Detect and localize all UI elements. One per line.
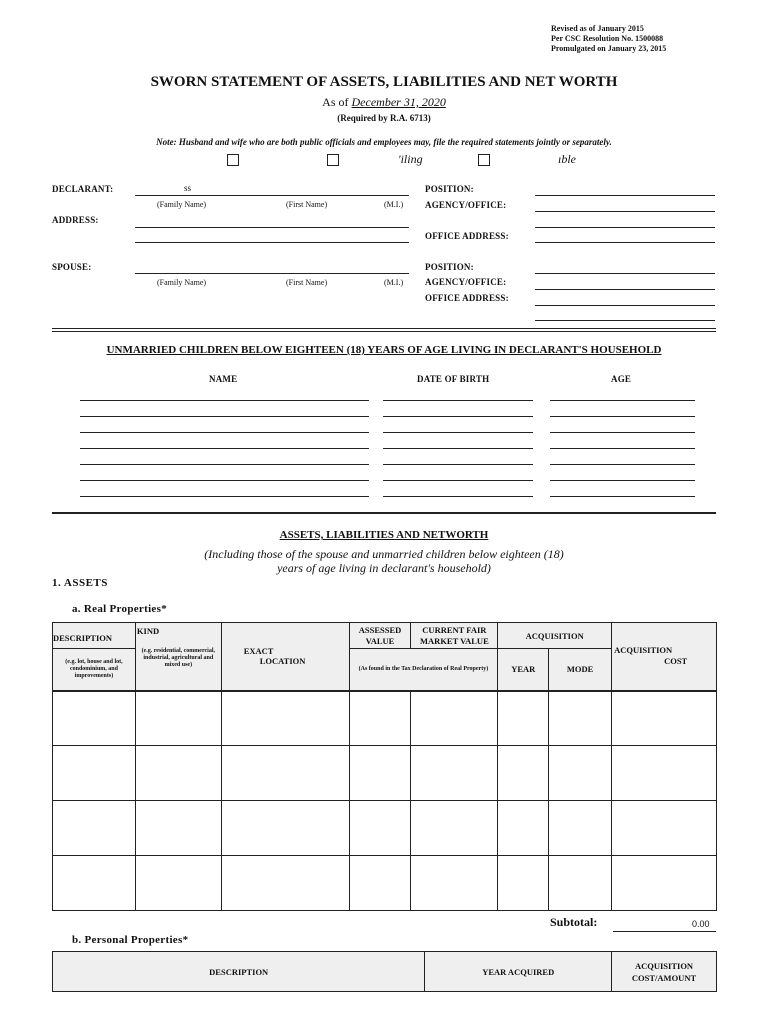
cell-year[interactable] <box>498 856 549 911</box>
assets-heading: ASSETS, LIABILITIES AND NETWORTH <box>279 529 489 541</box>
filing-fragment: 'iling <box>398 152 423 166</box>
child-name-line[interactable] <box>80 448 369 449</box>
declarant-address-label: ADDRESS: <box>52 215 99 225</box>
subtotal-underline <box>613 931 716 932</box>
col-fair-label-1: CURRENT FAIR <box>422 624 487 635</box>
spouse-agency-field[interactable] <box>535 289 715 290</box>
child-name-line[interactable] <box>80 416 369 417</box>
cell-mode[interactable] <box>549 801 612 856</box>
child-name-line[interactable] <box>80 432 369 433</box>
col-description-note: (e.g. lot, house and lot, condominium, and improvements) <box>53 649 136 691</box>
filing-note: Note: Husband and wife who are both public officials and employees may, file the required statements jointly or separately. <box>156 137 612 147</box>
child-dob-line[interactable] <box>383 448 533 449</box>
assets-subheading-2: years of age living in declarant's household) <box>277 561 491 575</box>
cell-acq-cost[interactable] <box>612 856 717 911</box>
cell-location[interactable] <box>221 746 349 801</box>
spouse-label: SPOUSE: <box>52 262 92 272</box>
col-kind-header <box>135 623 221 691</box>
cell-mode[interactable] <box>549 856 612 911</box>
spouse-agency-label: AGENCY/OFFICE: <box>425 277 507 287</box>
spouse-family-name-caption: (Family Name) <box>157 278 207 287</box>
subtotal-label: Subtotal: <box>550 915 598 929</box>
cell-kind[interactable] <box>135 691 221 746</box>
revision-line-3: Promulgated on January 23, 2015 <box>551 44 667 53</box>
personal-properties-title: b. Personal Properties* <box>72 934 189 946</box>
cell-acq-cost[interactable] <box>612 801 717 856</box>
spouse-first-name-caption: (First Name) <box>286 278 328 287</box>
col-description-header <box>53 623 136 649</box>
separate-filing-checkbox[interactable] <box>327 154 339 166</box>
assets-section-title: 1. ASSETS <box>52 577 108 589</box>
col-location-label-2: LOCATION <box>259 656 306 667</box>
child-name-line[interactable] <box>80 480 369 481</box>
declarant-first-name-caption: (First Name) <box>286 200 328 209</box>
table-row <box>53 746 717 801</box>
child-age-line[interactable] <box>550 448 695 449</box>
declarant-mi-caption: (M.I.) <box>384 200 404 209</box>
child-age-line[interactable] <box>550 464 695 465</box>
col-kind-label: KIND <box>136 626 160 636</box>
children-heading: UNMARRIED CHILDREN BELOW EIGHTEEN (18) YEARS OF AGE LIVING IN DECLARANT'S HOUSEHOLD <box>106 344 662 356</box>
child-age-line[interactable] <box>550 480 695 481</box>
declarant-position-field[interactable] <box>535 195 715 196</box>
cell-mode[interactable] <box>549 691 612 746</box>
subtotal-value: 0.00 <box>692 919 710 929</box>
col-fair-value-header <box>411 623 498 649</box>
child-dob-line[interactable] <box>383 496 533 497</box>
table-row <box>53 856 717 911</box>
personal-col-description: DESCRIPTION <box>53 952 425 992</box>
joint-filing-checkbox[interactable] <box>227 154 239 166</box>
cell-assessed[interactable] <box>349 801 411 856</box>
cell-description[interactable] <box>53 746 136 801</box>
children-section-end <box>52 512 716 514</box>
declarant-agency-label: AGENCY/OFFICE: <box>425 200 507 210</box>
col-tax-declaration-note: (As found in the Tax Declaration of Real Property) <box>349 649 498 691</box>
table-row <box>53 801 717 856</box>
as-of-date[interactable]: December 31, 2020 <box>351 95 446 109</box>
child-age-line[interactable] <box>550 416 695 417</box>
child-age-line[interactable] <box>550 400 695 401</box>
declarant-value[interactable]: ss <box>184 183 192 193</box>
col-assessed-header <box>349 623 411 649</box>
real-properties-table <box>52 622 717 911</box>
children-col-name: NAME <box>209 374 238 384</box>
cell-kind[interactable] <box>135 746 221 801</box>
declarant-office-address-line-2[interactable] <box>535 242 715 243</box>
table-row <box>53 691 717 746</box>
declarant-address-line-1[interactable] <box>135 227 409 228</box>
required-note: (Required by R.A. 6713) <box>337 113 431 123</box>
col-acq-cost-label-2: COST <box>664 656 688 667</box>
cell-assessed[interactable] <box>349 856 411 911</box>
as-of-line <box>0 95 768 110</box>
col-assessed-label-2: VALUE <box>365 635 395 646</box>
cell-description[interactable] <box>53 801 136 856</box>
child-name-line[interactable] <box>80 400 369 401</box>
personal-col-acq-label-1: ACQUISITION <box>634 960 694 971</box>
declarant-name-line[interactable] <box>135 195 409 196</box>
child-dob-line[interactable] <box>383 416 533 417</box>
col-location-label-1: EXACT <box>243 646 274 657</box>
applicable-fragment: ıble <box>558 152 576 166</box>
col-acq-cost-header <box>612 623 717 691</box>
revision-line-2: Per CSC Resolution No. 1500088 <box>551 34 664 43</box>
personal-col-year: YEAR ACQUIRED <box>425 952 612 992</box>
cell-location[interactable] <box>221 691 349 746</box>
declarant-label: DECLARANT: <box>52 184 114 194</box>
as-of-label: As of <box>322 95 349 109</box>
personal-properties-table <box>52 951 717 992</box>
cell-year[interactable] <box>498 691 549 746</box>
declarant-office-address-line-1[interactable] <box>535 227 715 228</box>
child-dob-line[interactable] <box>383 432 533 433</box>
cell-acq-cost[interactable] <box>612 691 717 746</box>
col-fair-label-2: MARKET VALUE <box>420 635 489 646</box>
child-age-line[interactable] <box>550 432 695 433</box>
col-year-header: YEAR <box>498 649 549 691</box>
section-divider-top <box>52 328 716 329</box>
child-name-line[interactable] <box>80 496 369 497</box>
child-age-line[interactable] <box>550 496 695 497</box>
col-assessed-label-1: ASSESSED <box>358 624 402 635</box>
declarant-agency-field[interactable] <box>535 211 715 212</box>
cell-acq-cost[interactable] <box>612 746 717 801</box>
cell-location[interactable] <box>221 801 349 856</box>
cell-location[interactable] <box>221 856 349 911</box>
col-kind-note: (e.g. residential, commercial, industrial, agricultural and mixed use) <box>141 648 216 668</box>
section-divider-bottom <box>52 331 716 332</box>
spouse-position-field[interactable] <box>535 273 715 274</box>
cell-year[interactable] <box>498 746 549 801</box>
col-acq-cost-label-1: ACQUISITION <box>614 645 673 656</box>
col-description-label: DESCRIPTION <box>53 633 113 643</box>
spouse-position-label: POSITION: <box>425 262 474 272</box>
spouse-mi-caption: (M.I.) <box>384 278 404 287</box>
cell-kind[interactable] <box>135 801 221 856</box>
cell-fair-value[interactable] <box>411 746 498 801</box>
declarant-position-label: POSITION: <box>425 184 474 194</box>
child-dob-line[interactable] <box>383 400 533 401</box>
children-col-dob: DATE OF BIRTH <box>417 374 490 384</box>
revision-line-1: Revised as of January 2015 <box>551 24 644 33</box>
cell-assessed[interactable] <box>349 691 411 746</box>
not-applicable-checkbox[interactable] <box>478 154 490 166</box>
personal-col-acq-label-2: COST/AMOUNT <box>631 972 697 983</box>
child-dob-line[interactable] <box>383 464 533 465</box>
personal-col-acq-cost <box>612 952 717 992</box>
cell-mode[interactable] <box>549 746 612 801</box>
declarant-address-line-2[interactable] <box>135 242 409 243</box>
col-mode-header: MODE <box>549 649 612 691</box>
spouse-name-line[interactable] <box>135 273 409 274</box>
cell-year[interactable] <box>498 801 549 856</box>
assets-subheading-1: (Including those of the spouse and unmarried children below eighteen (18) <box>204 547 564 561</box>
cell-description[interactable] <box>53 691 136 746</box>
col-location-header <box>221 623 349 691</box>
children-col-age: AGE <box>611 374 632 384</box>
cell-fair-value[interactable] <box>411 801 498 856</box>
page-title: SWORN STATEMENT OF ASSETS, LIABILITIES AND NET WORTH <box>150 74 618 90</box>
declarant-family-name-caption: (Family Name) <box>157 200 207 209</box>
spouse-office-address-label: OFFICE ADDRESS: <box>425 293 509 303</box>
real-properties-title: a. Real Properties* <box>72 603 167 615</box>
cell-description[interactable] <box>53 856 136 911</box>
cell-fair-value[interactable] <box>411 691 498 746</box>
child-name-line[interactable] <box>80 464 369 465</box>
declarant-office-address-label: OFFICE ADDRESS: <box>425 231 509 241</box>
cell-fair-value[interactable] <box>411 856 498 911</box>
spouse-office-address-line-1[interactable] <box>535 305 715 306</box>
col-acquisition-header: ACQUISITION <box>498 623 612 649</box>
cell-kind[interactable] <box>135 856 221 911</box>
cell-assessed[interactable] <box>349 746 411 801</box>
spouse-office-address-line-2[interactable] <box>535 320 715 321</box>
child-dob-line[interactable] <box>383 480 533 481</box>
